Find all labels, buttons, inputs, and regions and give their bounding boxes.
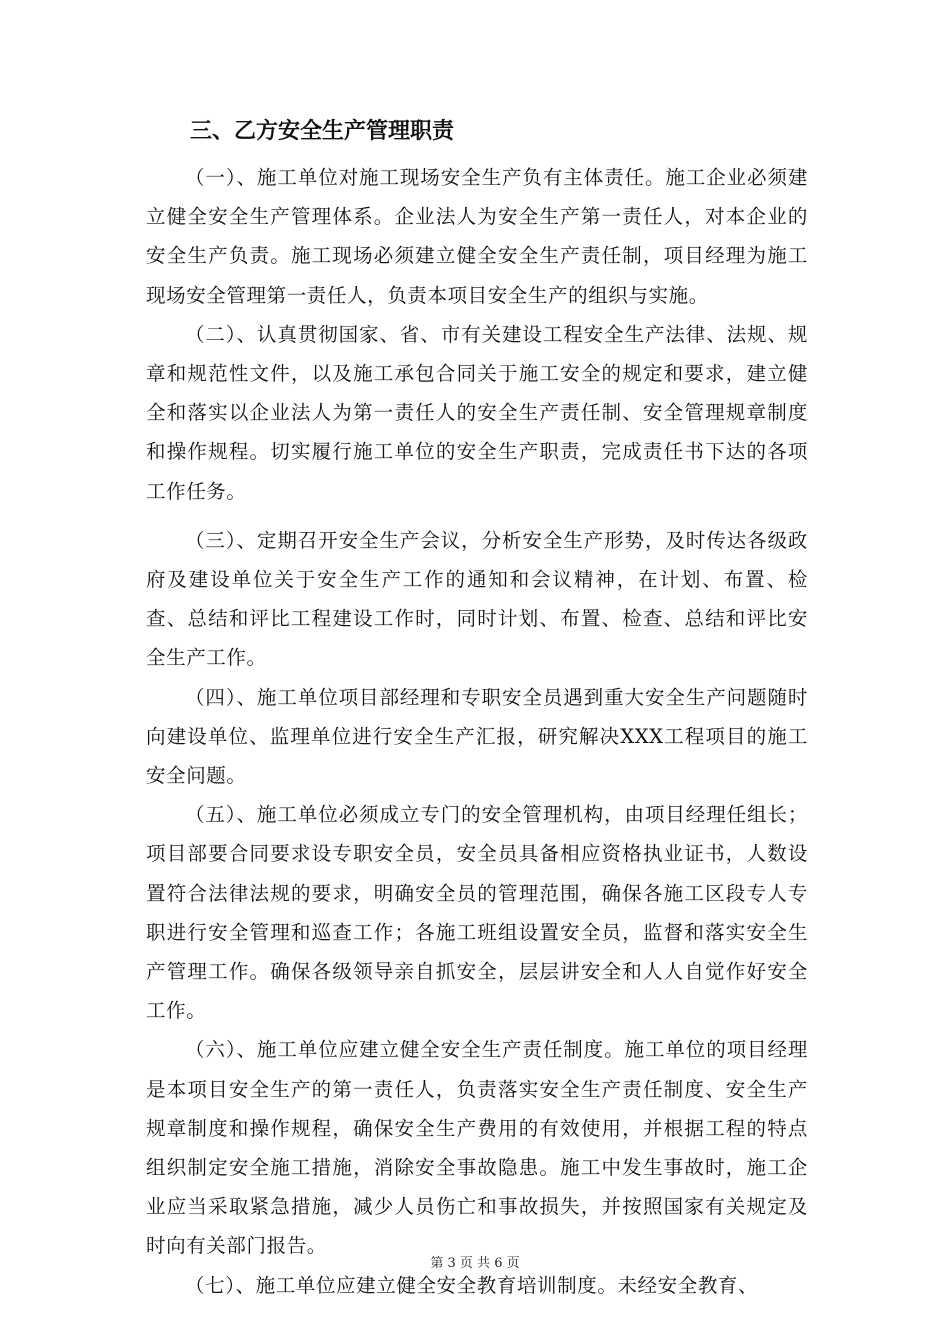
section-heading: 三、乙方安全生产管理职责 <box>190 119 455 144</box>
paragraph-7: （七）、施工单位应建立健全安全教育培训制度。未经安全教育、 <box>185 1273 759 1297</box>
document-body <box>146 116 808 1305</box>
page-number-footer: 第 3 页 共 6 页 <box>430 1256 520 1271</box>
paragraph-5: （五）、施工单位必须成立专门的安全管理机构，由项目经理任组长；项目部要合同要求设专职安全员，安全员具备相应资格执业证书，人数设置符合法律法规的要求，明确安全员的管理范围，确保各施工区段专人专职进行安全管理和巡查工作；各施工班组设置安全员，监督和落实安全生产管理工作。确保各级领导亲自抓安全，层层讲安全和人人自觉作好安全工作。 <box>146 803 808 1023</box>
paragraph-4: （四）、施工单位项目部经理和专职安全员遇到重大安全生产问题随时向建设单位、监理单位进行安全生产汇报，研究解决XXX工程项目的施工安全问题。 <box>146 685 808 788</box>
paragraph-6: （六）、施工单位应建立健全安全生产责任制度。施工单位的项目经理是本项目安全生产的第一责任人，负责落实安全生产责任制度、安全生产规章制度和操作规程，确保安全生产费用的有效使用，并根据工程的特点组织制定安全施工措施，消除安全事故隐患。施工中发生事故时，施工企业应当采取紧急措施，减少人员伤亡和事故损失，并按照国家有关规定及时向有关部门报告。 <box>146 1038 808 1258</box>
paragraph-3: （三）、定期召开安全生产会议，分析安全生产形势，及时传达各级政府及建设单位关于安全生产工作的通知和会议精神，在计划、布置、检查、总结和评比工程建设工作时，同时计划、布置、检查、总结和评比安全生产工作。 <box>146 528 808 670</box>
paragraph-1: （一）、施工单位对施工现场安全生产负有主体责任。施工企业必须建立健全安全生产管理体系。企业法人为安全生产第一责任人，对本企业的安全生产负责。施工现场必须建立健全安全生产责任制，项目经理为施工现场安全管理第一责任人，负责本项目安全生产的组织与实施。 <box>146 166 808 307</box>
paragraph-2: （二）、认真贯彻国家、省、市有关建设工程安全生产法律、法规、规章和规范性文件，以及施工承包合同关于施工安全的规定和要求，建立健全和落实以企业法人为第一责任人的安全生产责任制、安全管理规章制度和操作规程。切实履行施工单位的安全生产职责，完成责任书下达的各项工作任务。 <box>146 322 808 503</box>
